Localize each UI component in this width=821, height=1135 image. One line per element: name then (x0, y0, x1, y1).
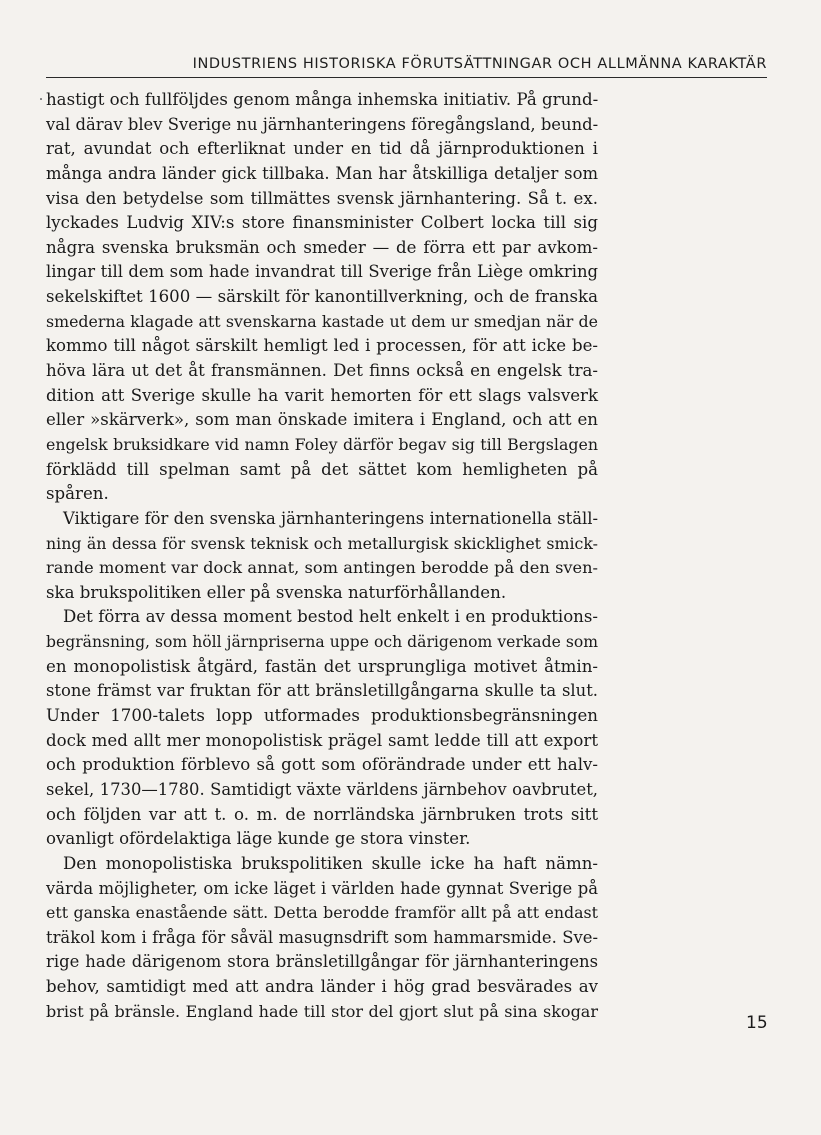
text-line: ska brukspolitiken eller på svenska naturförhållanden. (46, 582, 507, 602)
text-line: och produktion förblevo så gott som oförändrade under ett halv- (46, 755, 598, 775)
paragraph (46, 88, 598, 507)
text-line: stone främst var fruktan för att bränsletillgångarna skulle ta slut. (46, 681, 598, 701)
text-line: smederna klagade att svenskarna kastade ut dem ur smedjan när de (46, 311, 598, 331)
running-head: INDUSTRIENS HISTORISKA FÖRUTSÄTTNINGAR OCH ALLMÄNNA KARAKTÄR (192, 56, 767, 72)
text-line: ett ganska enastående sätt. Detta berodde framför allt på att endast (46, 903, 598, 923)
text-line: många andra länder gick tillbaka. Man har åtskilliga detaljer som (46, 163, 598, 183)
text-line: behov, samtidigt med att andra länder i hög grad besvärades av (46, 977, 598, 997)
text-line: dock med allt mer monopolistisk prägel samt ledde till att export (46, 730, 598, 750)
text-line: engelsk bruksidkare vid namn Foley därför begav sig till Bergslagen (46, 434, 598, 454)
text-line: rat, avundat och efterliknat under en tid då järnproduktionen i (46, 139, 598, 159)
text-line: värda möjligheter, om icke läget i världen hade gynnat Sverige på (46, 878, 598, 898)
text-line: rige hade därigenom stora bränsletillgångar för järnhanteringens (46, 952, 598, 972)
header-rule (46, 77, 767, 78)
paragraph (46, 605, 598, 851)
text-line: förklädd till spelman samt på det sättet kom hemligheten på (46, 459, 598, 479)
text-line: ning än dessa för svensk teknisk och metallurgisk skicklighet smick- (46, 533, 598, 553)
text-line: Viktigare för den svenska järnhanteringens internationella ställ- (63, 508, 598, 528)
paragraph (46, 852, 598, 1024)
text-line: sekel, 1730—1780. Samtidigt växte världens järnbehov oavbrutet, (46, 779, 598, 799)
page-number: 15 (746, 1013, 768, 1033)
text-line: eller »skärverk», som man önskade imitera i England, och att en (46, 410, 598, 430)
text-line: dition att Sverige skulle ha varit hemorten för ett slags valsverk (46, 385, 598, 405)
text-line: träkol kom i fråga för såväl masugnsdrift som hammarsmide. Sve- (46, 927, 598, 947)
text-line: och följden var att t. o. m. de norrländska järnbruken trots sitt (46, 804, 598, 824)
text-line: ovanligt ofördelaktiga läge kunde ge stora vinster. (46, 829, 471, 849)
paragraph (46, 507, 598, 606)
text-line: sekelskiftet 1600 — särskilt för kanontillverkning, och de franska (46, 287, 598, 307)
text-line: begränsning, som höll järnpriserna uppe och därigenom verkade som (46, 633, 598, 652)
text-line: lyckades Ludvig XIV:s store finansminister Colbert locka till sig (46, 213, 598, 233)
text-line: spåren. (46, 484, 109, 504)
text-line: visa den betydelse som tillmättes svensk järnhantering. Så t. ex. (46, 188, 598, 208)
text-line: lingar till dem som hade invandrat till Sverige från Liège omkring (46, 262, 598, 282)
text-line: några svenska bruksmän och smeder — de förra ett par avkom- (46, 237, 598, 257)
paper-speck (40, 98, 42, 100)
text-line: Under 1700-talets lopp utformades produktionsbegränsningen (46, 706, 598, 726)
text-line: rande moment var dock annat, som antingen berodde på den sven- (46, 558, 598, 578)
text-line: brist på bränsle. England hade till stor del gjort slut på sina skogar (46, 1001, 598, 1021)
text-line: kommo till något särskilt hemligt led i processen, för att icke be- (46, 336, 598, 356)
text-line: en monopolistisk åtgärd, fastän det ursprungliga motivet åtmin- (46, 656, 598, 676)
text-line: val därav blev Sverige nu järnhanteringens föregångsland, beund- (46, 114, 599, 134)
text-line: hastigt och fullföljdes genom många inhemska initiativ. På grund- (46, 90, 599, 109)
text-line: Den monopolistiska brukspolitiken skulle icke ha haft nämn- (63, 853, 598, 873)
text-line: höva lära ut det åt fransmännen. Det finns också en engelsk tra- (46, 361, 598, 381)
text-line: Det förra av dessa moment bestod helt enkelt i en produktions- (63, 607, 598, 627)
body-text (46, 88, 598, 1024)
